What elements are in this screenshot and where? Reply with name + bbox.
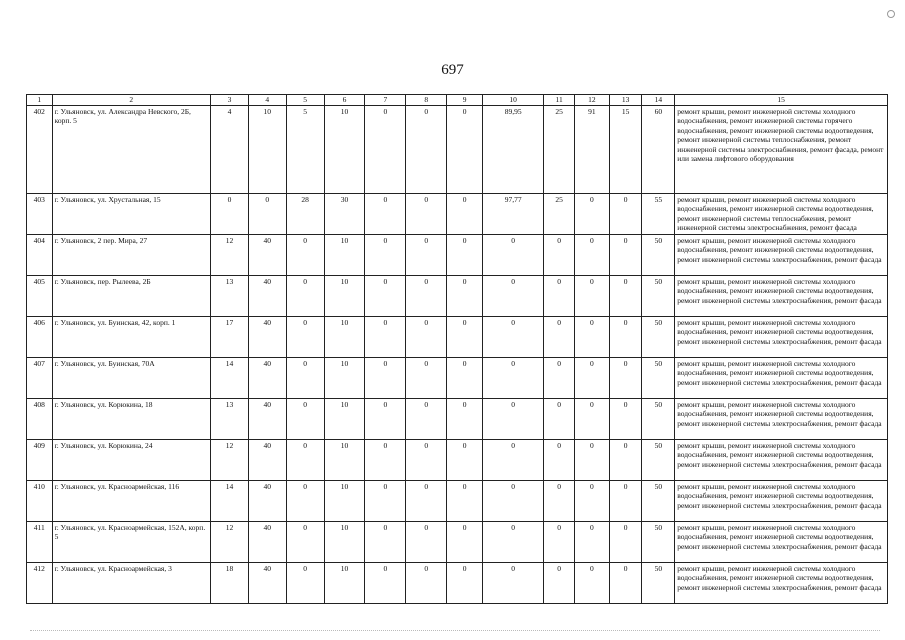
value-cell: 89,95 (482, 106, 543, 194)
value-cell: 0 (609, 399, 642, 440)
value-cell: 0 (365, 481, 406, 522)
table-row (27, 276, 888, 317)
address-cell: г. Ульяновск, ул. Александра Невского, 2Б, корп. 5 (52, 106, 210, 194)
value-cell: 50 (642, 276, 675, 317)
value-cell: 0 (609, 358, 642, 399)
value-cell: 0 (286, 440, 324, 481)
value-cell: 0 (406, 235, 447, 276)
value-cell: 50 (642, 235, 675, 276)
value-cell: 10 (324, 522, 365, 563)
value-cell: 0 (447, 358, 483, 399)
value-cell: 0 (544, 563, 575, 604)
value-cell: 50 (642, 563, 675, 604)
value-cell: 0 (447, 440, 483, 481)
scan-mark (887, 10, 895, 18)
repair-works-cell: ремонт крыши, ремонт инженерной системы холодного водоснабжения, ремонт инженерной системы горячего водоснабжения, ремонт инженерной системы водоотведения, ремонт инженерной системы теплоснабжения, ремонт инженерной системы электроснабжения, ремонт фасада, ремонт или замена лифтового оборудования (675, 106, 888, 194)
value-cell: 5 (286, 106, 324, 194)
value-cell: 55 (642, 194, 675, 235)
value-cell: 0 (365, 317, 406, 358)
value-cell: 0 (447, 522, 483, 563)
table-row (27, 317, 888, 358)
table-row (27, 194, 888, 235)
column-header: 3 (211, 95, 249, 106)
value-cell: 0 (406, 106, 447, 194)
value-cell: 30 (324, 194, 365, 235)
value-cell: 0 (447, 106, 483, 194)
value-cell: 0 (544, 235, 575, 276)
value-cell: 40 (248, 358, 286, 399)
value-cell: 0 (406, 358, 447, 399)
value-cell: 0 (248, 194, 286, 235)
address-cell: г. Ульяновск, ул. Хрустальная, 15 (52, 194, 210, 235)
value-cell: 0 (544, 358, 575, 399)
value-cell: 10 (324, 317, 365, 358)
value-cell: 10 (324, 481, 365, 522)
value-cell: 0 (544, 399, 575, 440)
value-cell: 0 (609, 563, 642, 604)
value-cell: 0 (609, 235, 642, 276)
table-row (27, 563, 888, 604)
value-cell: 50 (642, 481, 675, 522)
value-cell: 0 (575, 358, 610, 399)
address-cell: г. Ульяновск, пер. Рылеева, 2Б (52, 276, 210, 317)
table-row (27, 106, 888, 194)
column-header: 5 (286, 95, 324, 106)
value-cell: 0 (544, 522, 575, 563)
value-cell: 0 (575, 481, 610, 522)
value-cell: 91 (575, 106, 610, 194)
row-number-cell: 408 (27, 399, 53, 440)
value-cell: 17 (211, 317, 249, 358)
value-cell: 12 (211, 440, 249, 481)
column-header: 15 (675, 95, 888, 106)
column-header: 4 (248, 95, 286, 106)
repair-works-cell: ремонт крыши, ремонт инженерной системы холодного водоснабжения, ремонт инженерной системы водоотведения, ремонт инженерной системы теплоснабжения, ремонт инженерной системы электроснабжения, ремонт фасада (675, 194, 888, 235)
row-number-cell: 404 (27, 235, 53, 276)
table-row (27, 440, 888, 481)
repair-table (26, 94, 888, 604)
value-cell: 25 (544, 194, 575, 235)
value-cell: 0 (482, 440, 543, 481)
row-number-cell: 405 (27, 276, 53, 317)
value-cell: 0 (575, 522, 610, 563)
value-cell: 40 (248, 440, 286, 481)
value-cell: 40 (248, 563, 286, 604)
row-number-cell: 411 (27, 522, 53, 563)
column-header: 6 (324, 95, 365, 106)
value-cell: 0 (447, 317, 483, 358)
value-cell: 0 (406, 276, 447, 317)
value-cell: 0 (286, 358, 324, 399)
value-cell: 0 (609, 317, 642, 358)
repair-works-cell: ремонт крыши, ремонт инженерной системы холодного водоснабжения, ремонт инженерной системы водоотведения, ремонт инженерной системы электроснабжения, ремонт фасада (675, 276, 888, 317)
value-cell: 0 (609, 440, 642, 481)
value-cell: 10 (324, 276, 365, 317)
value-cell: 0 (447, 481, 483, 522)
value-cell: 0 (609, 194, 642, 235)
value-cell: 0 (482, 399, 543, 440)
value-cell: 0 (286, 522, 324, 563)
row-number-cell: 403 (27, 194, 53, 235)
value-cell: 0 (365, 235, 406, 276)
repair-works-cell: ремонт крыши, ремонт инженерной системы холодного водоснабжения, ремонт инженерной системы водоотведения, ремонт инженерной системы электроснабжения, ремонт фасада (675, 235, 888, 276)
repair-works-cell: ремонт крыши, ремонт инженерной системы холодного водоснабжения, ремонт инженерной системы водоотведения, ремонт инженерной системы электроснабжения, ремонт фасада (675, 317, 888, 358)
value-cell: 0 (406, 194, 447, 235)
value-cell: 0 (365, 276, 406, 317)
page-number: 697 (441, 62, 464, 78)
value-cell: 40 (248, 276, 286, 317)
address-cell: г. Ульяновск, ул. Корюкина, 18 (52, 399, 210, 440)
value-cell: 0 (575, 399, 610, 440)
value-cell: 0 (365, 106, 406, 194)
repair-works-cell: ремонт крыши, ремонт инженерной системы холодного водоснабжения, ремонт инженерной системы водоотведения, ремонт инженерной системы электроснабжения, ремонт фасада (675, 399, 888, 440)
value-cell: 0 (447, 276, 483, 317)
value-cell: 0 (544, 481, 575, 522)
row-number-cell: 409 (27, 440, 53, 481)
value-cell: 0 (575, 276, 610, 317)
value-cell: 0 (609, 481, 642, 522)
table-row (27, 358, 888, 399)
value-cell: 0 (406, 563, 447, 604)
row-number-cell: 410 (27, 481, 53, 522)
address-cell: г. Ульяновск, ул. Буинская, 70А (52, 358, 210, 399)
value-cell: 12 (211, 522, 249, 563)
row-number-cell: 406 (27, 317, 53, 358)
column-header: 12 (575, 95, 610, 106)
value-cell: 0 (575, 440, 610, 481)
value-cell: 13 (211, 399, 249, 440)
column-header: 9 (447, 95, 483, 106)
value-cell: 0 (286, 563, 324, 604)
value-cell: 0 (406, 522, 447, 563)
value-cell: 0 (406, 399, 447, 440)
value-cell: 0 (482, 358, 543, 399)
value-cell: 0 (482, 317, 543, 358)
value-cell: 25 (544, 106, 575, 194)
value-cell: 0 (406, 440, 447, 481)
value-cell: 0 (365, 563, 406, 604)
value-cell: 10 (248, 106, 286, 194)
column-header: 2 (52, 95, 210, 106)
value-cell: 10 (324, 106, 365, 194)
value-cell: 40 (248, 317, 286, 358)
column-header: 14 (642, 95, 675, 106)
table-row (27, 522, 888, 563)
value-cell: 0 (406, 317, 447, 358)
value-cell: 40 (248, 522, 286, 563)
value-cell: 0 (544, 317, 575, 358)
table-row (27, 399, 888, 440)
address-cell: г. Ульяновск, 2 пер. Мира, 27 (52, 235, 210, 276)
row-number-cell: 412 (27, 563, 53, 604)
value-cell: 0 (482, 522, 543, 563)
value-cell: 12 (211, 235, 249, 276)
value-cell: 0 (365, 522, 406, 563)
table-body (27, 106, 888, 604)
row-number-cell: 407 (27, 358, 53, 399)
column-header: 13 (609, 95, 642, 106)
value-cell: 0 (286, 317, 324, 358)
value-cell: 0 (575, 317, 610, 358)
value-cell: 0 (447, 399, 483, 440)
value-cell: 97,77 (482, 194, 543, 235)
repair-works-cell: ремонт крыши, ремонт инженерной системы холодного водоснабжения, ремонт инженерной системы водоотведения, ремонт инженерной системы электроснабжения, ремонт фасада (675, 563, 888, 604)
value-cell: 0 (286, 399, 324, 440)
value-cell: 0 (575, 194, 610, 235)
address-cell: г. Ульяновск, ул. Красноармейская, 3 (52, 563, 210, 604)
value-cell: 50 (642, 399, 675, 440)
row-number-cell: 402 (27, 106, 53, 194)
value-cell: 0 (406, 481, 447, 522)
value-cell: 4 (211, 106, 249, 194)
address-cell: г. Ульяновск, ул. Красноармейская, 116 (52, 481, 210, 522)
value-cell: 10 (324, 440, 365, 481)
value-cell: 0 (575, 235, 610, 276)
value-cell: 0 (575, 563, 610, 604)
value-cell: 0 (447, 194, 483, 235)
value-cell: 0 (482, 481, 543, 522)
repair-works-cell: ремонт крыши, ремонт инженерной системы холодного водоснабжения, ремонт инженерной системы водоотведения, ремонт инженерной системы электроснабжения, ремонт фасада (675, 522, 888, 563)
value-cell: 0 (365, 440, 406, 481)
value-cell: 28 (286, 194, 324, 235)
value-cell: 0 (482, 235, 543, 276)
value-cell: 14 (211, 481, 249, 522)
column-header: 1 (27, 95, 53, 106)
value-cell: 50 (642, 440, 675, 481)
column-header: 10 (482, 95, 543, 106)
bottom-scan-edge (30, 630, 880, 632)
address-cell: г. Ульяновск, ул. Буинская, 42, корп. 1 (52, 317, 210, 358)
value-cell: 0 (365, 194, 406, 235)
value-cell: 0 (609, 522, 642, 563)
value-cell: 10 (324, 399, 365, 440)
value-cell: 13 (211, 276, 249, 317)
address-cell: г. Ульяновск, ул. Корюкина, 24 (52, 440, 210, 481)
value-cell: 0 (211, 194, 249, 235)
value-cell: 40 (248, 235, 286, 276)
value-cell: 18 (211, 563, 249, 604)
column-header: 11 (544, 95, 575, 106)
value-cell: 50 (642, 317, 675, 358)
repair-works-cell: ремонт крыши, ремонт инженерной системы холодного водоснабжения, ремонт инженерной системы водоотведения, ремонт инженерной системы электроснабжения, ремонт фасада (675, 358, 888, 399)
value-cell: 0 (544, 276, 575, 317)
value-cell: 0 (365, 358, 406, 399)
value-cell: 40 (248, 399, 286, 440)
value-cell: 40 (248, 481, 286, 522)
value-cell: 10 (324, 358, 365, 399)
value-cell: 0 (447, 235, 483, 276)
value-cell: 0 (609, 276, 642, 317)
table-row (27, 481, 888, 522)
column-header: 7 (365, 95, 406, 106)
value-cell: 14 (211, 358, 249, 399)
value-cell: 0 (286, 481, 324, 522)
value-cell: 15 (609, 106, 642, 194)
value-cell: 50 (642, 358, 675, 399)
value-cell: 60 (642, 106, 675, 194)
table-row (27, 235, 888, 276)
address-cell: г. Ульяновск, ул. Красноармейская, 152А, корп. 5 (52, 522, 210, 563)
value-cell: 0 (544, 440, 575, 481)
value-cell: 0 (482, 276, 543, 317)
value-cell: 0 (365, 399, 406, 440)
repair-works-cell: ремонт крыши, ремонт инженерной системы холодного водоснабжения, ремонт инженерной системы водоотведения, ремонт инженерной системы электроснабжения, ремонт фасада (675, 481, 888, 522)
value-cell: 50 (642, 522, 675, 563)
value-cell: 10 (324, 235, 365, 276)
value-cell: 0 (482, 563, 543, 604)
value-cell: 10 (324, 563, 365, 604)
column-number-row (27, 95, 888, 106)
repair-works-cell: ремонт крыши, ремонт инженерной системы холодного водоснабжения, ремонт инженерной системы водоотведения, ремонт инженерной системы электроснабжения, ремонт фасада (675, 440, 888, 481)
column-header: 8 (406, 95, 447, 106)
value-cell: 0 (447, 563, 483, 604)
value-cell: 0 (286, 235, 324, 276)
value-cell: 0 (286, 276, 324, 317)
